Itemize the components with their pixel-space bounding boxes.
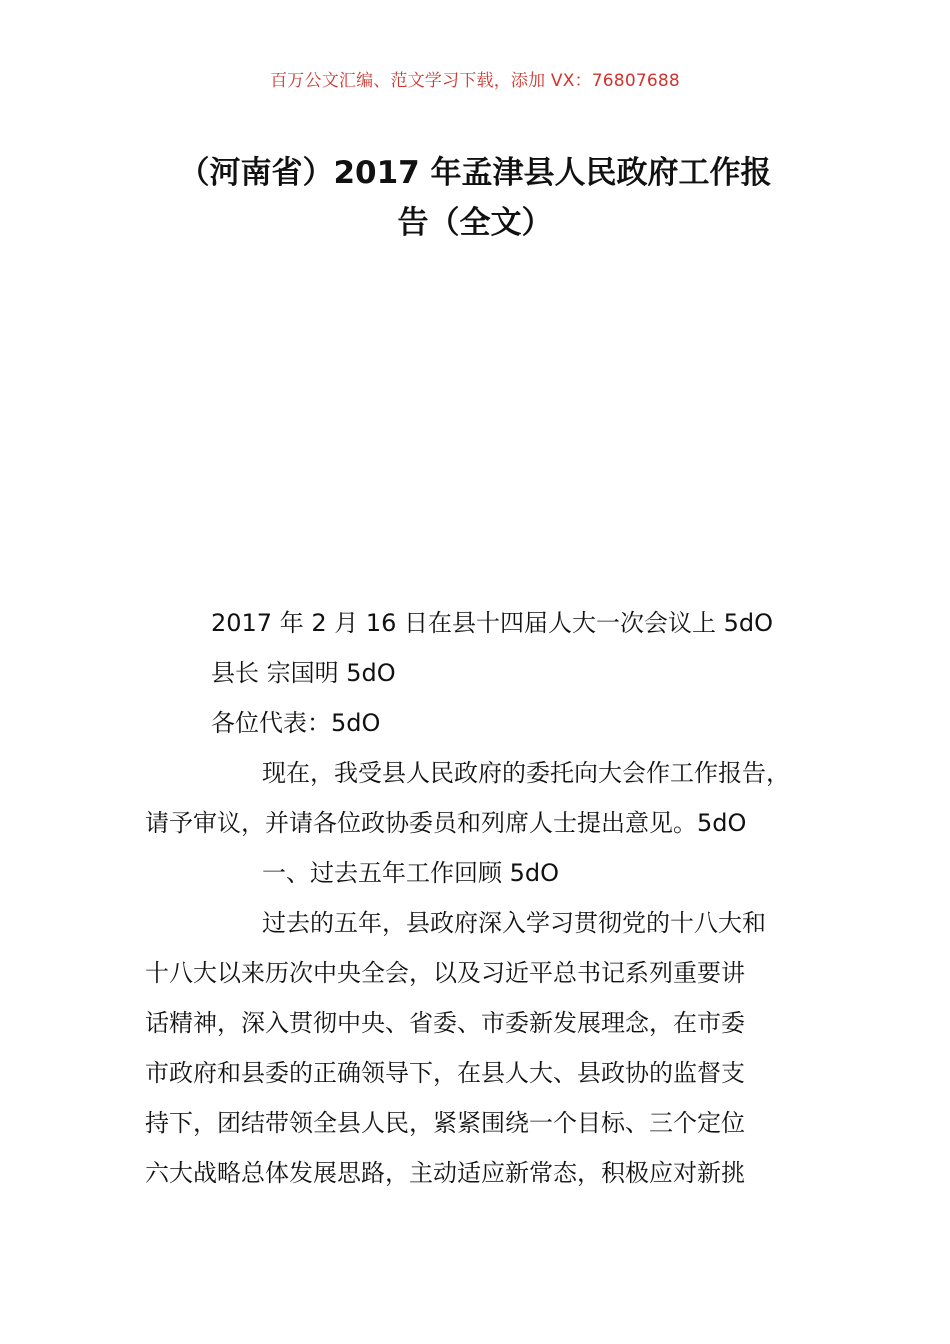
salutation-line: 各位代表：5dO: [211, 709, 381, 737]
speaker-line: 县长 宗国明 5dO: [211, 659, 396, 687]
promo-banner: 百万公文汇编、范文学习下载，添加 VX：76807688: [270, 71, 680, 91]
paragraph-2-line-1: 过去的五年，县政府深入学习贯彻党的十八大和: [262, 909, 766, 937]
title-line-1: （河南省）2017 年孟津县人民政府工作报: [178, 155, 772, 191]
meeting-date-line: 2017 年 2 月 16 日在县十四届人大一次会议上 5dO: [211, 609, 774, 637]
paragraph-1-line-2: 请予审议，并请各位政协委员和列席人士提出意见。5dO: [145, 809, 747, 837]
section-heading: 一、过去五年工作回顾 5dO: [262, 859, 560, 887]
paragraph-2-line-2: 十八大以来历次中央全会，以及习近平总书记系列重要讲: [145, 959, 745, 987]
document-title: [100, 148, 850, 248]
paragraph-1-line-1: 现在，我受县人民政府的委托向大会作工作报告，: [262, 759, 790, 787]
title-line-2: 告（全文）: [397, 205, 553, 241]
paragraph-2-line-4: 市政府和县委的正确领导下，在县人大、县政协的监督支: [145, 1059, 745, 1087]
document-body: [145, 598, 835, 1198]
paragraph-2-line-5: 持下，团结带领全县人民，紧紧围绕一个目标、三个定位: [145, 1109, 745, 1137]
paragraph-2-line-3: 话精神，深入贯彻中央、省委、市委新发展理念，在市委: [145, 1009, 745, 1037]
paragraph-2-line-6: 六大战略总体发展思路，主动适应新常态，积极应对新挑: [145, 1159, 745, 1187]
